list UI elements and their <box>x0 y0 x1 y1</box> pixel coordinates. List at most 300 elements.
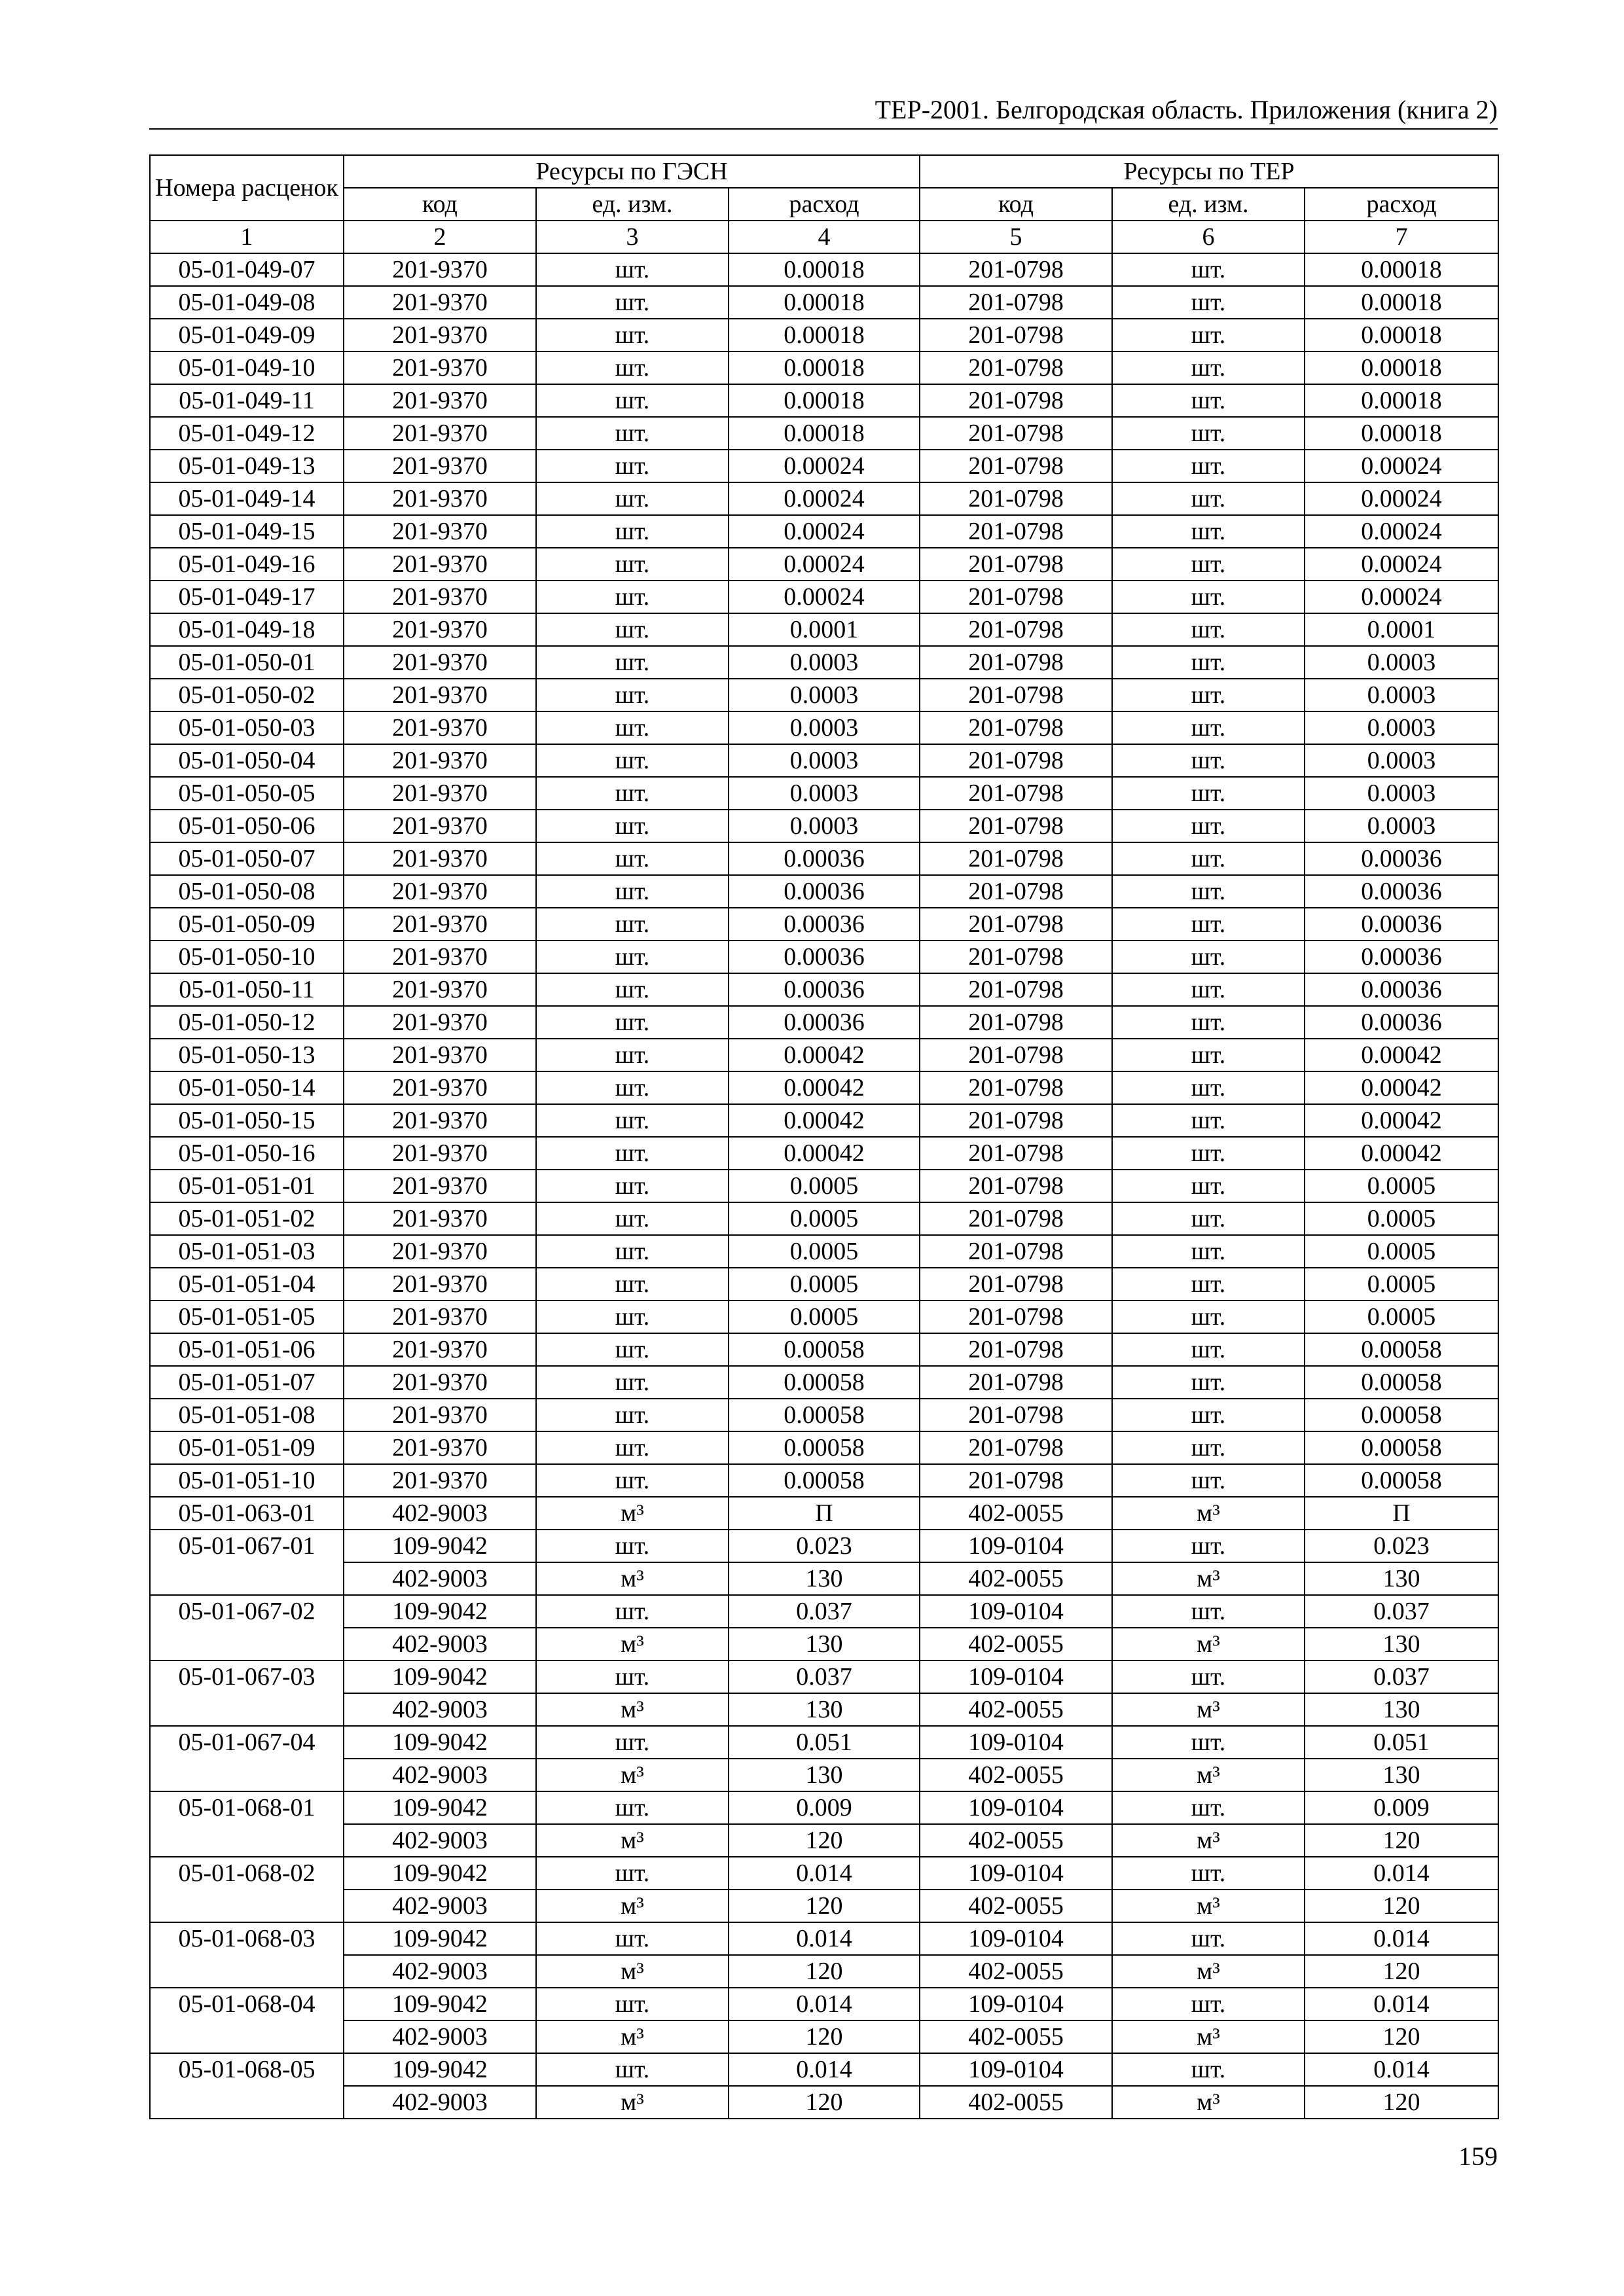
table-row <box>150 515 1498 548</box>
ter-code-cell: 201-0798 <box>920 253 1112 286</box>
ter-unit-cell: м³ <box>1112 2086 1305 2119</box>
table-row <box>150 679 1498 711</box>
table-row <box>150 1791 1498 1824</box>
gesn-consumption-cell: 0.00036 <box>729 941 920 973</box>
ter-unit-cell: шт. <box>1112 744 1305 777</box>
rate-number-cell: 05-01-049-10 <box>150 351 344 384</box>
rate-number-cell: 05-01-049-11 <box>150 384 344 417</box>
gesn-consumption-cell: 0.00058 <box>729 1366 920 1399</box>
rate-number-cell: 05-01-050-13 <box>150 1039 344 1071</box>
column-number: 4 <box>729 221 920 253</box>
gesn-consumption-cell: 0.0003 <box>729 810 920 842</box>
ter-code-cell: 201-0798 <box>920 1464 1112 1497</box>
ter-unit-cell: шт. <box>1112 417 1305 450</box>
ter-consumption-cell: 0.00036 <box>1305 908 1498 941</box>
table-row <box>150 1170 1498 1202</box>
ter-consumption-cell: 0.051 <box>1305 1726 1498 1759</box>
gesn-unit-cell: шт. <box>536 1300 729 1333</box>
ter-consumption-cell: 0.00024 <box>1305 515 1498 548</box>
ter-unit-cell: шт. <box>1112 1235 1305 1268</box>
ter-code-cell: 201-0798 <box>920 450 1112 482</box>
ter-consumption-cell: 0.009 <box>1305 1791 1498 1824</box>
ter-unit-cell: шт. <box>1112 1104 1305 1137</box>
gesn-consumption-cell: 0.023 <box>729 1530 920 1562</box>
table-row <box>150 2053 1498 2086</box>
ter-consumption-cell: 0.00024 <box>1305 581 1498 613</box>
table-row <box>150 842 1498 875</box>
gesn-unit-cell: м³ <box>536 1693 729 1726</box>
rate-number-cell <box>150 1693 344 1726</box>
gesn-unit-cell: шт. <box>536 1464 729 1497</box>
rate-number-cell: 05-01-051-08 <box>150 1399 344 1431</box>
gesn-unit-cell: шт. <box>536 482 729 515</box>
ter-consumption-cell: 0.0003 <box>1305 679 1498 711</box>
table-row <box>150 1235 1498 1268</box>
rate-number-cell: 05-01-068-04 <box>150 1988 344 2020</box>
ter-consumption-cell: 0.00058 <box>1305 1399 1498 1431</box>
ter-code-cell: 201-0798 <box>920 482 1112 515</box>
ter-code-cell: 201-0798 <box>920 875 1112 908</box>
ter-consumption-cell: 0.00024 <box>1305 482 1498 515</box>
column-number: 1 <box>150 221 344 253</box>
ter-consumption-cell: 0.0005 <box>1305 1170 1498 1202</box>
gesn-unit-cell: шт. <box>536 744 729 777</box>
gesn-code-cell: 201-9370 <box>344 679 536 711</box>
ter-consumption-cell: 0.00018 <box>1305 384 1498 417</box>
ter-consumption-cell: 0.0003 <box>1305 711 1498 744</box>
gesn-unit-cell: шт. <box>536 1235 729 1268</box>
rate-number-cell: 05-01-049-16 <box>150 548 344 581</box>
gesn-consumption-cell: 0.00058 <box>729 1399 920 1431</box>
ter-code-cell: 201-0798 <box>920 1235 1112 1268</box>
table-row <box>150 1006 1498 1039</box>
table-row <box>150 777 1498 810</box>
gesn-code-cell: 201-9370 <box>344 1137 536 1170</box>
rate-number-cell <box>150 1759 344 1791</box>
ter-unit-cell: шт. <box>1112 1170 1305 1202</box>
gesn-code-cell: 402-9003 <box>344 1562 536 1595</box>
table-row <box>150 1628 1498 1660</box>
ter-consumption-cell: 0.023 <box>1305 1530 1498 1562</box>
gesn-unit-cell: шт. <box>536 253 729 286</box>
rate-number-cell: 05-01-067-02 <box>150 1595 344 1628</box>
table-row <box>150 1759 1498 1791</box>
gesn-consumption-cell: 0.0003 <box>729 646 920 679</box>
ter-consumption-cell: 0.00024 <box>1305 548 1498 581</box>
gesn-consumption-cell: 0.00024 <box>729 515 920 548</box>
rate-number-cell: 05-01-067-03 <box>150 1660 344 1693</box>
rate-number-cell: 05-01-050-12 <box>150 1006 344 1039</box>
ter-consumption-cell: 0.00058 <box>1305 1431 1498 1464</box>
ter-unit-cell: шт. <box>1112 1366 1305 1399</box>
table-row <box>150 1922 1498 1955</box>
ter-consumption-cell: 0.0003 <box>1305 810 1498 842</box>
ter-unit-cell: шт. <box>1112 1268 1305 1300</box>
ter-consumption-cell: 0.00058 <box>1305 1464 1498 1497</box>
ter-unit-cell: м³ <box>1112 1562 1305 1595</box>
rate-number-cell: 05-01-051-01 <box>150 1170 344 1202</box>
table-row <box>150 810 1498 842</box>
rate-number-cell <box>150 1824 344 1857</box>
ter-code-cell: 402-0055 <box>920 2086 1112 2119</box>
ter-consumption-cell: П <box>1305 1497 1498 1530</box>
rate-number-cell <box>150 2086 344 2119</box>
gesn-unit-header: ед. изм. <box>536 188 729 221</box>
ter-code-cell: 109-0104 <box>920 1857 1112 1890</box>
gesn-code-cell: 201-9370 <box>344 1300 536 1333</box>
gesn-unit-cell: м³ <box>536 1562 729 1595</box>
table-row <box>150 548 1498 581</box>
rate-number-cell: 05-01-050-16 <box>150 1137 344 1170</box>
column-number-row <box>150 221 1498 253</box>
page-header <box>149 92 1498 130</box>
gesn-code-header: код <box>344 188 536 221</box>
rate-number-cell: 05-01-049-09 <box>150 319 344 351</box>
ter-consumption-cell: 0.014 <box>1305 1988 1498 2020</box>
ter-consumption-cell: 0.00036 <box>1305 1006 1498 1039</box>
rate-number-cell: 05-01-049-13 <box>150 450 344 482</box>
ter-unit-cell: шт. <box>1112 1464 1305 1497</box>
rate-number-cell: 05-01-051-06 <box>150 1333 344 1366</box>
gesn-consumption-cell: 0.037 <box>729 1660 920 1693</box>
ter-consumption-cell: 0.00018 <box>1305 417 1498 450</box>
gesn-consumption-cell: 0.00024 <box>729 548 920 581</box>
table-row <box>150 1497 1498 1530</box>
gesn-consumption-header: расход <box>729 188 920 221</box>
ter-code-cell: 402-0055 <box>920 1497 1112 1530</box>
rate-number-cell: 05-01-050-07 <box>150 842 344 875</box>
ter-consumption-cell: 130 <box>1305 1759 1498 1791</box>
table-row <box>150 941 1498 973</box>
gesn-unit-cell: шт. <box>536 1333 729 1366</box>
ter-code-cell: 402-0055 <box>920 1890 1112 1922</box>
rate-number-cell: 05-01-051-10 <box>150 1464 344 1497</box>
gesn-unit-cell: м³ <box>536 2020 729 2053</box>
gesn-code-cell: 109-9042 <box>344 1988 536 2020</box>
resource-table <box>149 154 1499 2119</box>
gesn-consumption-cell: 0.00036 <box>729 1006 920 1039</box>
gesn-consumption-cell: 0.009 <box>729 1791 920 1824</box>
ter-consumption-header: расход <box>1305 188 1498 221</box>
ter-consumption-cell: 120 <box>1305 1890 1498 1922</box>
ter-code-cell: 109-0104 <box>920 1988 1112 2020</box>
gesn-code-cell: 201-9370 <box>344 1464 536 1497</box>
gesn-consumption-cell: 0.0003 <box>729 711 920 744</box>
gesn-consumption-cell: 0.00058 <box>729 1464 920 1497</box>
ter-unit-cell: шт. <box>1112 1857 1305 1890</box>
rate-number-cell: 05-01-051-03 <box>150 1235 344 1268</box>
gesn-code-cell: 201-9370 <box>344 842 536 875</box>
rate-number-cell: 05-01-068-01 <box>150 1791 344 1824</box>
rate-number-cell <box>150 1890 344 1922</box>
ter-unit-cell: шт. <box>1112 1071 1305 1104</box>
ter-consumption-cell: 120 <box>1305 1824 1498 1857</box>
ter-unit-cell: шт. <box>1112 613 1305 646</box>
gesn-unit-cell: шт. <box>536 941 729 973</box>
rate-number-cell: 05-01-050-10 <box>150 941 344 973</box>
rate-number-cell: 05-01-049-14 <box>150 482 344 515</box>
rate-number-cell: 05-01-068-05 <box>150 2053 344 2086</box>
gesn-code-cell: 402-9003 <box>344 1759 536 1791</box>
ter-unit-cell: м³ <box>1112 1497 1305 1530</box>
ter-unit-cell: шт. <box>1112 875 1305 908</box>
table-row <box>150 1399 1498 1431</box>
gesn-code-cell: 201-9370 <box>344 1006 536 1039</box>
gesn-code-cell: 109-9042 <box>344 1857 536 1890</box>
gesn-consumption-cell: 0.014 <box>729 2053 920 2086</box>
gesn-code-cell: 201-9370 <box>344 1071 536 1104</box>
gesn-unit-cell: м³ <box>536 1759 729 1791</box>
rate-number-cell: 05-01-049-07 <box>150 253 344 286</box>
gesn-code-cell: 201-9370 <box>344 1333 536 1366</box>
gesn-consumption-cell: П <box>729 1497 920 1530</box>
rate-number-cell: 05-01-050-04 <box>150 744 344 777</box>
gesn-consumption-cell: 0.00024 <box>729 482 920 515</box>
ter-consumption-cell: 120 <box>1305 2020 1498 2053</box>
ter-code-cell: 109-0104 <box>920 2053 1112 2086</box>
ter-code-cell: 109-0104 <box>920 1791 1112 1824</box>
gesn-unit-cell: шт. <box>536 417 729 450</box>
ter-code-cell: 201-0798 <box>920 1104 1112 1137</box>
rate-number-cell: 05-01-051-02 <box>150 1202 344 1235</box>
gesn-consumption-cell: 0.014 <box>729 1988 920 2020</box>
ter-consumption-cell: 0.014 <box>1305 2053 1498 2086</box>
gesn-unit-cell: шт. <box>536 548 729 581</box>
gesn-unit-cell: шт. <box>536 319 729 351</box>
ter-consumption-cell: 0.00036 <box>1305 941 1498 973</box>
rate-number-cell: 05-01-050-03 <box>150 711 344 744</box>
gesn-consumption-cell: 0.00036 <box>729 875 920 908</box>
gesn-code-cell: 201-9370 <box>344 941 536 973</box>
gesn-code-cell: 201-9370 <box>344 1202 536 1235</box>
ter-unit-cell: м³ <box>1112 1955 1305 1988</box>
ter-unit-cell: м³ <box>1112 1824 1305 1857</box>
ter-code-cell: 201-0798 <box>920 679 1112 711</box>
gesn-unit-cell: шт. <box>536 613 729 646</box>
ter-code-cell: 109-0104 <box>920 1660 1112 1693</box>
gesn-unit-cell: шт. <box>536 679 729 711</box>
table-row <box>150 875 1498 908</box>
gesn-code-cell: 201-9370 <box>344 613 536 646</box>
gesn-code-cell: 402-9003 <box>344 1693 536 1726</box>
ter-unit-cell: шт. <box>1112 384 1305 417</box>
table-row <box>150 1988 1498 2020</box>
gesn-consumption-cell: 0.00058 <box>729 1333 920 1366</box>
ter-unit-cell: шт. <box>1112 482 1305 515</box>
gesn-consumption-cell: 0.0001 <box>729 613 920 646</box>
gesn-code-cell: 109-9042 <box>344 1726 536 1759</box>
ter-code-cell: 201-0798 <box>920 319 1112 351</box>
ter-code-cell: 201-0798 <box>920 548 1112 581</box>
column-number: 7 <box>1305 221 1498 253</box>
ter-consumption-cell: 0.00036 <box>1305 973 1498 1006</box>
ter-unit-cell: шт. <box>1112 1530 1305 1562</box>
page-number: 159 <box>1458 2142 1498 2171</box>
gesn-code-cell: 109-9042 <box>344 1922 536 1955</box>
ter-unit-cell: шт. <box>1112 253 1305 286</box>
gesn-code-cell: 402-9003 <box>344 2086 536 2119</box>
rate-number-cell: 05-01-050-14 <box>150 1071 344 1104</box>
ter-unit-cell: шт. <box>1112 842 1305 875</box>
gesn-code-cell: 109-9042 <box>344 1530 536 1562</box>
gesn-code-cell: 201-9370 <box>344 711 536 744</box>
ter-consumption-cell: 0.00036 <box>1305 875 1498 908</box>
ter-consumption-cell: 0.0005 <box>1305 1300 1498 1333</box>
table-row <box>150 384 1498 417</box>
gesn-code-cell: 201-9370 <box>344 548 536 581</box>
gesn-code-cell: 201-9370 <box>344 777 536 810</box>
gesn-consumption-cell: 0.014 <box>729 1857 920 1890</box>
gesn-code-cell: 201-9370 <box>344 1039 536 1071</box>
ter-consumption-cell: 0.0005 <box>1305 1202 1498 1235</box>
ter-consumption-cell: 0.00036 <box>1305 842 1498 875</box>
gesn-code-cell: 201-9370 <box>344 286 536 319</box>
gesn-code-cell: 402-9003 <box>344 1824 536 1857</box>
ter-unit-header: ед. изм. <box>1112 188 1305 221</box>
gesn-consumption-cell: 0.00018 <box>729 384 920 417</box>
ter-unit-cell: шт. <box>1112 1039 1305 1071</box>
ter-unit-cell: м³ <box>1112 1628 1305 1660</box>
rate-number-cell: 05-01-049-17 <box>150 581 344 613</box>
gesn-code-cell: 201-9370 <box>344 515 536 548</box>
rate-number-cell: 05-01-050-15 <box>150 1104 344 1137</box>
ter-code-cell: 402-0055 <box>920 1955 1112 1988</box>
ter-code-cell: 109-0104 <box>920 1726 1112 1759</box>
ter-consumption-cell: 0.0005 <box>1305 1268 1498 1300</box>
rate-number-cell: 05-01-051-07 <box>150 1366 344 1399</box>
gesn-unit-cell: шт. <box>536 1039 729 1071</box>
gesn-unit-cell: м³ <box>536 1497 729 1530</box>
gesn-consumption-cell: 0.00024 <box>729 450 920 482</box>
gesn-code-cell: 402-9003 <box>344 1628 536 1660</box>
gesn-consumption-cell: 0.0003 <box>729 744 920 777</box>
gesn-code-cell: 201-9370 <box>344 351 536 384</box>
gesn-unit-cell: шт. <box>536 1530 729 1562</box>
ter-code-cell: 201-0798 <box>920 1300 1112 1333</box>
table-row <box>150 1660 1498 1693</box>
gesn-code-cell: 201-9370 <box>344 1399 536 1431</box>
ter-unit-cell: шт. <box>1112 1791 1305 1824</box>
table-head <box>150 155 1498 253</box>
table-row <box>150 1104 1498 1137</box>
table-body <box>150 253 1498 2119</box>
gesn-consumption-cell: 0.00058 <box>729 1431 920 1464</box>
gesn-consumption-cell: 120 <box>729 1890 920 1922</box>
rate-number-cell: 05-01-051-09 <box>150 1431 344 1464</box>
table-row <box>150 646 1498 679</box>
ter-code-cell: 201-0798 <box>920 777 1112 810</box>
table-row <box>150 1595 1498 1628</box>
ter-code-cell: 201-0798 <box>920 744 1112 777</box>
gesn-consumption-cell: 0.0005 <box>729 1300 920 1333</box>
gesn-unit-cell: шт. <box>536 1726 729 1759</box>
gesn-code-cell: 201-9370 <box>344 973 536 1006</box>
ter-code-cell: 109-0104 <box>920 1922 1112 1955</box>
gesn-consumption-cell: 120 <box>729 1955 920 1988</box>
rate-number-cell: 05-01-063-01 <box>150 1497 344 1530</box>
ter-code-cell: 402-0055 <box>920 1824 1112 1857</box>
ter-consumption-cell: 0.00018 <box>1305 253 1498 286</box>
ter-unit-cell: шт. <box>1112 1922 1305 1955</box>
gesn-code-cell: 201-9370 <box>344 384 536 417</box>
ter-code-cell: 201-0798 <box>920 1399 1112 1431</box>
gesn-consumption-cell: 0.00018 <box>729 253 920 286</box>
gesn-unit-cell: м³ <box>536 1824 729 1857</box>
ter-code-header: код <box>920 188 1112 221</box>
gesn-consumption-cell: 0.0003 <box>729 679 920 711</box>
ter-unit-cell: шт. <box>1112 1988 1305 2020</box>
gesn-code-cell: 201-9370 <box>344 417 536 450</box>
rate-number-cell: 05-01-050-11 <box>150 973 344 1006</box>
ter-unit-cell: шт. <box>1112 286 1305 319</box>
ter-code-cell: 201-0798 <box>920 711 1112 744</box>
gesn-code-cell: 201-9370 <box>344 482 536 515</box>
ter-consumption-cell: 0.0003 <box>1305 744 1498 777</box>
table-row <box>150 1137 1498 1170</box>
ter-code-cell: 201-0798 <box>920 941 1112 973</box>
ter-unit-cell: шт. <box>1112 646 1305 679</box>
rate-number-cell: 05-01-068-03 <box>150 1922 344 1955</box>
gesn-code-cell: 201-9370 <box>344 1235 536 1268</box>
gesn-consumption-cell: 0.00036 <box>729 973 920 1006</box>
gesn-code-cell: 201-9370 <box>344 908 536 941</box>
gesn-consumption-cell: 0.00036 <box>729 842 920 875</box>
rate-number-cell: 05-01-049-12 <box>150 417 344 450</box>
table-row <box>150 1300 1498 1333</box>
gesn-unit-cell: шт. <box>536 1071 729 1104</box>
ter-unit-cell: шт. <box>1112 777 1305 810</box>
gesn-unit-cell: шт. <box>536 1104 729 1137</box>
table-row <box>150 417 1498 450</box>
table-row <box>150 482 1498 515</box>
gesn-unit-cell: шт. <box>536 875 729 908</box>
gesn-code-cell: 201-9370 <box>344 875 536 908</box>
ter-unit-cell: шт. <box>1112 581 1305 613</box>
gesn-consumption-cell: 130 <box>729 1628 920 1660</box>
gesn-code-cell: 402-9003 <box>344 1955 536 1988</box>
gesn-consumption-cell: 120 <box>729 1824 920 1857</box>
table-row <box>150 1268 1498 1300</box>
gesn-unit-cell: шт. <box>536 1791 729 1824</box>
ter-consumption-cell: 0.0005 <box>1305 1235 1498 1268</box>
gesn-unit-cell: шт. <box>536 351 729 384</box>
table-row <box>150 450 1498 482</box>
gesn-code-cell: 201-9370 <box>344 1366 536 1399</box>
gesn-unit-cell: шт. <box>536 1595 729 1628</box>
ter-unit-cell: шт. <box>1112 515 1305 548</box>
gesn-code-cell: 201-9370 <box>344 450 536 482</box>
ter-consumption-cell: 0.00042 <box>1305 1104 1498 1137</box>
ter-unit-cell: шт. <box>1112 941 1305 973</box>
gesn-consumption-cell: 0.0005 <box>729 1268 920 1300</box>
gesn-consumption-cell: 0.051 <box>729 1726 920 1759</box>
ter-consumption-cell: 0.0003 <box>1305 777 1498 810</box>
ter-unit-cell: шт. <box>1112 1660 1305 1693</box>
ter-code-cell: 201-0798 <box>920 1137 1112 1170</box>
table-row <box>150 1530 1498 1562</box>
ter-unit-cell: шт. <box>1112 1300 1305 1333</box>
gesn-unit-cell: шт. <box>536 1268 729 1300</box>
table-row <box>150 1071 1498 1104</box>
ter-code-cell: 201-0798 <box>920 646 1112 679</box>
ter-unit-cell: шт. <box>1112 810 1305 842</box>
ter-code-cell: 201-0798 <box>920 1366 1112 1399</box>
rate-number-cell <box>150 1628 344 1660</box>
gesn-unit-cell: шт. <box>536 711 729 744</box>
rate-number-cell <box>150 1955 344 1988</box>
ter-unit-cell: шт. <box>1112 2053 1305 2086</box>
ter-consumption-cell: 0.00042 <box>1305 1071 1498 1104</box>
